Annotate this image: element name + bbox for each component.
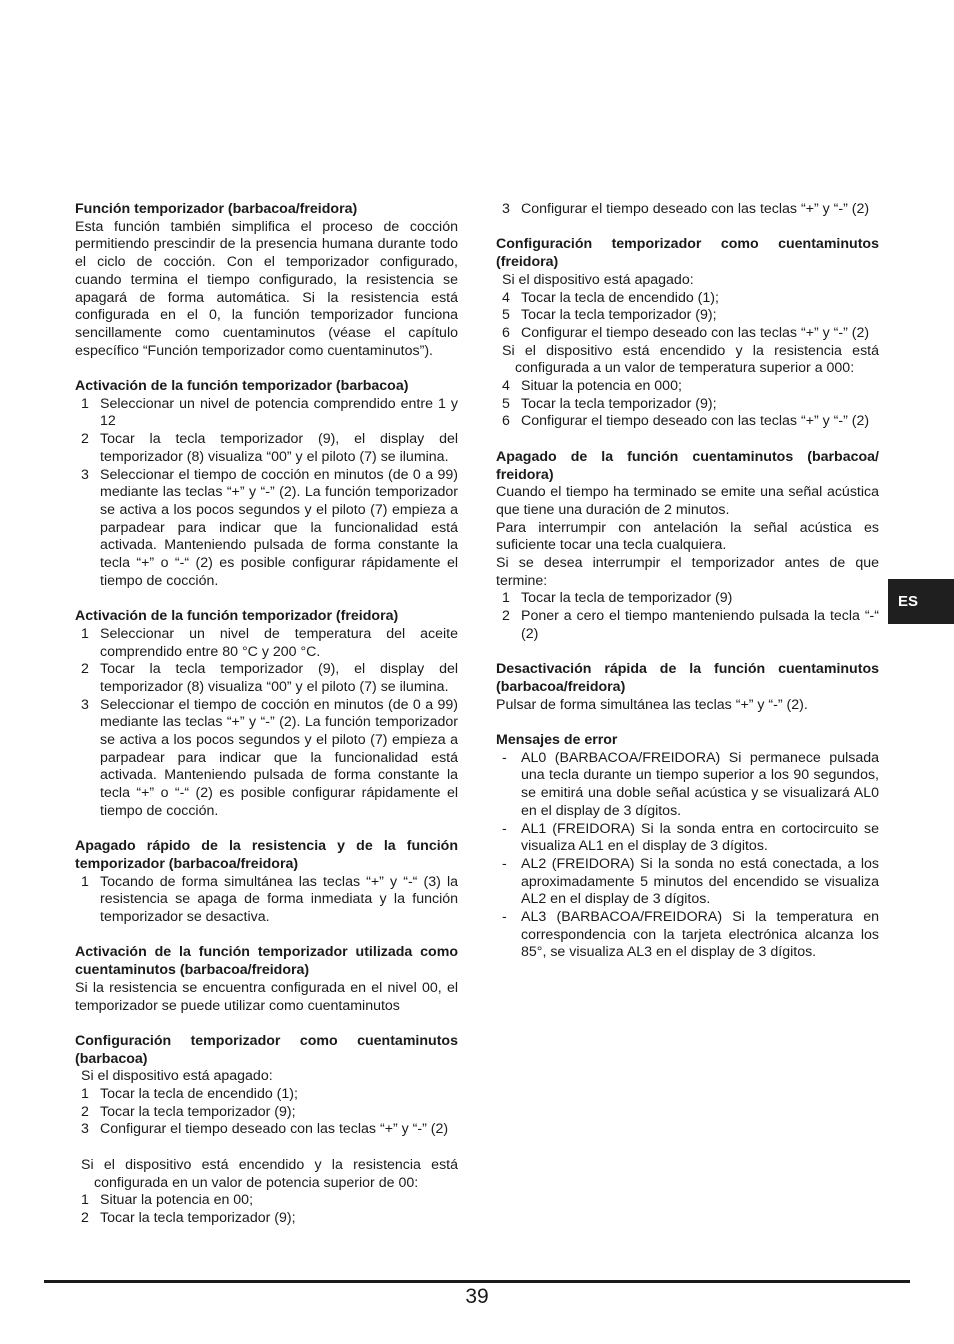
list-item bbox=[81, 1210, 458, 1228]
item-text: Tocar la tecla temporizador (9), el display del temporizador (8) visualiza “00” y el piloto (7) se ilumina. bbox=[100, 661, 458, 695]
item-text: Tocar la tecla de encendido (1); bbox=[100, 1086, 298, 1103]
section-heading: Configuración temporizador como cuentaminutos (freidora) bbox=[496, 236, 879, 271]
item-text: Configurar el tiempo deseado con las teclas “+” y “-” (2) bbox=[521, 201, 870, 217]
section-error-messages bbox=[496, 732, 879, 962]
list-item bbox=[81, 661, 458, 696]
item-text: AL1 (FREIDORA) Si la sonda entra en cortocircuito se visualiza AL1 en el display de 3 dígitos. bbox=[521, 820, 879, 855]
paragraph: Si se desea interrumpir el temporizador antes de que termine: bbox=[496, 555, 879, 589]
item-bullet: - bbox=[502, 855, 507, 872]
list-item bbox=[502, 750, 879, 821]
section-timer-function bbox=[75, 201, 458, 360]
section-heading: Activación de la función temporizador (barbacoa) bbox=[75, 378, 409, 395]
item-number: 1 bbox=[81, 395, 89, 412]
item-text: Seleccionar un nivel de potencia comprendido entre 1 y 12 bbox=[100, 395, 458, 430]
item-number: 2 bbox=[81, 661, 89, 678]
paragraph: Esta función también simplifica el proceso de cocción permitiendo prescindir de la presencia humana durante todo el ciclo de cocción. Con el temporizador configurado, cuando termina el tiempo configurado, la resistencia se apagará de forma automática. Si la resistencia está configurada en el 0, la función temporizador funciona sencillamente como cuentaminutos (véase el capítulo específico “Función temporizador como cuentaminutos”). bbox=[75, 218, 458, 359]
section-quick-deactivation bbox=[496, 661, 879, 714]
item-number: 1 bbox=[502, 590, 510, 607]
item-number: 3 bbox=[81, 696, 89, 713]
item-text: Seleccionar el tiempo de cocción en minutos (de 0 a 99) mediante las teclas “+” y “-” (2). La función temporizador se activa a los pocos segundos y el piloto (7) empieza a parpadear para indicar que la funcionalidad está activada. Manteniendo pulsada de forma constante la tecla “+” o “-“ (2) es posible configurar rápidamente el tiempo de cocción. bbox=[100, 696, 458, 819]
item-number: 1 bbox=[81, 1086, 89, 1103]
right-column bbox=[496, 201, 879, 980]
item-number: 2 bbox=[81, 1103, 89, 1120]
language-tab: ES bbox=[888, 579, 954, 624]
list-item bbox=[81, 697, 458, 821]
list-item bbox=[502, 590, 879, 608]
item-text: Configurar el tiempo deseado con las teclas “+” y “-” (2) bbox=[521, 413, 870, 430]
item-number: 1 bbox=[81, 625, 89, 642]
list-item bbox=[502, 378, 879, 396]
item-text: Situar la potencia en 000; bbox=[521, 378, 682, 395]
item-number: 3 bbox=[502, 201, 510, 217]
item-number: 2 bbox=[81, 1209, 89, 1226]
item-number: 1 bbox=[81, 1192, 89, 1209]
item-text: Poner a cero el tiempo manteniendo pulsada la tecla “-“ (2) bbox=[521, 608, 879, 642]
item-number: 1 bbox=[81, 873, 89, 890]
list-item bbox=[502, 413, 879, 431]
section-continued bbox=[496, 201, 879, 219]
list-item bbox=[502, 325, 879, 343]
section-heading: Activación de la función temporizador utilizada como cuentaminutos (barbacoa/freidora) bbox=[75, 944, 458, 979]
section-heading: Apagado de la función cuentaminutos (barbacoa/ freidora) bbox=[496, 448, 879, 483]
item-text: AL3 (BARBACOA/FREIDORA) Si la temperatura en correspondencia con la tarjeta electrónica alcanza los 85°, se visualiza AL3 en el display de 3 dígitos. bbox=[521, 909, 879, 961]
list-intro: Si el dispositivo está apagado: bbox=[81, 1068, 273, 1085]
item-text: Configurar el tiempo deseado con las teclas “+” y “-” (2) bbox=[100, 1121, 449, 1138]
item-number: 6 bbox=[502, 413, 510, 430]
list-item bbox=[81, 467, 458, 591]
item-text: Situar la potencia en 00; bbox=[100, 1192, 254, 1209]
item-bullet: - bbox=[502, 749, 507, 766]
spacer bbox=[75, 1139, 458, 1157]
paragraph: Si la resistencia se encuentra configurada en el nivel 00, el temporizador se puede utilizar como cuentaminutos bbox=[75, 979, 458, 1014]
section-activation-barbecue bbox=[75, 378, 458, 590]
footer-divider bbox=[44, 1280, 910, 1283]
list-item bbox=[502, 909, 879, 962]
item-number: 5 bbox=[502, 395, 510, 412]
item-number: 6 bbox=[502, 324, 510, 341]
item-text: Seleccionar un nivel de temperatura del aceite comprendido entre 80 °C y 200 °C. bbox=[100, 625, 458, 660]
item-text: Tocar la tecla temporizador (9); bbox=[100, 1209, 296, 1226]
item-text: Seleccionar el tiempo de cocción en minutos (de 0 a 99) mediante las teclas “+” y “-” (2). La función temporizador se activa a los pocos segundos y el piloto (7) empieza a parpadear para indicar que la funcionalidad está activada. Manteniendo pulsada de forma constante la tecla “+” o “-“ (2) es posible configurar rápidamente el tiempo de cocción. bbox=[100, 466, 458, 589]
item-number: 4 bbox=[502, 378, 510, 395]
item-text: Tocar la tecla de temporizador (9) bbox=[521, 590, 733, 607]
paragraph: Para interrumpir con antelación la señal acústica es suficiente tocar una tecla cualquiera. bbox=[496, 519, 879, 554]
list-item bbox=[81, 431, 458, 466]
item-text: Tocando de forma simultánea las teclas “+” y “-“ (3) la resistencia se apaga de forma inmediata y la función temporizador se desactiva. bbox=[100, 873, 458, 926]
item-text: Configurar el tiempo deseado con las teclas “+” y “-” (2) bbox=[521, 324, 870, 341]
section-heading: Activación de la función temporizador (freidora) bbox=[75, 608, 399, 625]
list-item bbox=[81, 1104, 458, 1122]
list-item bbox=[502, 856, 879, 909]
section-config-fryer bbox=[496, 236, 879, 431]
item-text: Tocar la tecla de encendido (1); bbox=[521, 289, 719, 306]
page-number: 39 bbox=[465, 1285, 489, 1308]
item-text: Tocar la tecla temporizador (9), el display del temporizador (8) visualiza “00” y el piloto (7) se ilumina. bbox=[100, 431, 458, 465]
paragraph: Cuando el tiempo ha terminado se emite una señal acústica que tiene una duración de 2 minutos. bbox=[496, 484, 879, 518]
item-number: 3 bbox=[81, 1121, 89, 1138]
item-text: AL2 (FREIDORA) Si la sonda no está conectada, a los aproximadamente 5 minutos del encendido se visualiza AL2 en el display de 3 dígitos. bbox=[521, 855, 879, 908]
list-intro: Si el dispositivo está apagado: bbox=[502, 271, 694, 288]
item-text: AL0 (BARBACOA/FREIDORA) Si permanece pulsada una tecla durante un tiempo superior a los 90 segundos, se emitirá una doble señal acústica y se visualizará AL0 en el display de 3 dígitos. bbox=[521, 749, 879, 819]
section-quick-off bbox=[75, 838, 458, 927]
section-heading: Desactivación rápida de la función cuentaminutos (barbacoa/freidora) bbox=[496, 661, 879, 695]
list-item bbox=[81, 626, 458, 661]
item-number: 4 bbox=[502, 289, 510, 306]
item-number: 3 bbox=[81, 466, 89, 483]
section-heading: Mensajes de error bbox=[496, 732, 618, 749]
item-number: 2 bbox=[81, 431, 89, 448]
list-intro: Si el dispositivo está encendido y la resistencia está configurada en un valor de potencia superior de 00: bbox=[81, 1156, 458, 1191]
section-heading: Función temporizador (barbacoa/freidora) bbox=[75, 201, 358, 217]
list-item bbox=[502, 201, 879, 219]
section-config-barbecue bbox=[75, 1033, 458, 1228]
section-timer-off bbox=[496, 449, 879, 644]
list-item bbox=[81, 1192, 458, 1210]
list-item bbox=[81, 1121, 458, 1139]
list-item bbox=[502, 608, 879, 643]
list-item bbox=[81, 874, 458, 927]
list-item bbox=[502, 396, 879, 414]
section-minute-minder bbox=[75, 944, 458, 1015]
section-heading: Apagado rápido de la resistencia y de la función temporizador (barbacoa/freidora) bbox=[75, 838, 458, 872]
list-intro: Si el dispositivo está encendido y la resistencia está configurada a un valor de temperatura superior a 000: bbox=[502, 342, 879, 377]
list-item bbox=[502, 821, 879, 856]
list-item bbox=[502, 290, 879, 308]
item-bullet: - bbox=[502, 909, 507, 926]
item-number: 5 bbox=[502, 307, 510, 324]
list-item bbox=[502, 307, 879, 325]
section-heading: Configuración temporizador como cuentaminutos (barbacoa) bbox=[75, 1032, 458, 1067]
item-bullet: - bbox=[502, 820, 507, 837]
item-text: Tocar la tecla temporizador (9); bbox=[521, 395, 717, 412]
item-number: 2 bbox=[502, 608, 510, 625]
item-text: Tocar la tecla temporizador (9); bbox=[521, 307, 717, 324]
list-item bbox=[81, 1086, 458, 1104]
item-text: Tocar la tecla temporizador (9); bbox=[100, 1103, 296, 1120]
section-activation-fryer bbox=[75, 608, 458, 820]
paragraph: Pulsar de forma simultánea las teclas “+” y “-” (2). bbox=[496, 696, 808, 713]
list-item bbox=[81, 396, 458, 431]
left-column bbox=[75, 201, 458, 1245]
